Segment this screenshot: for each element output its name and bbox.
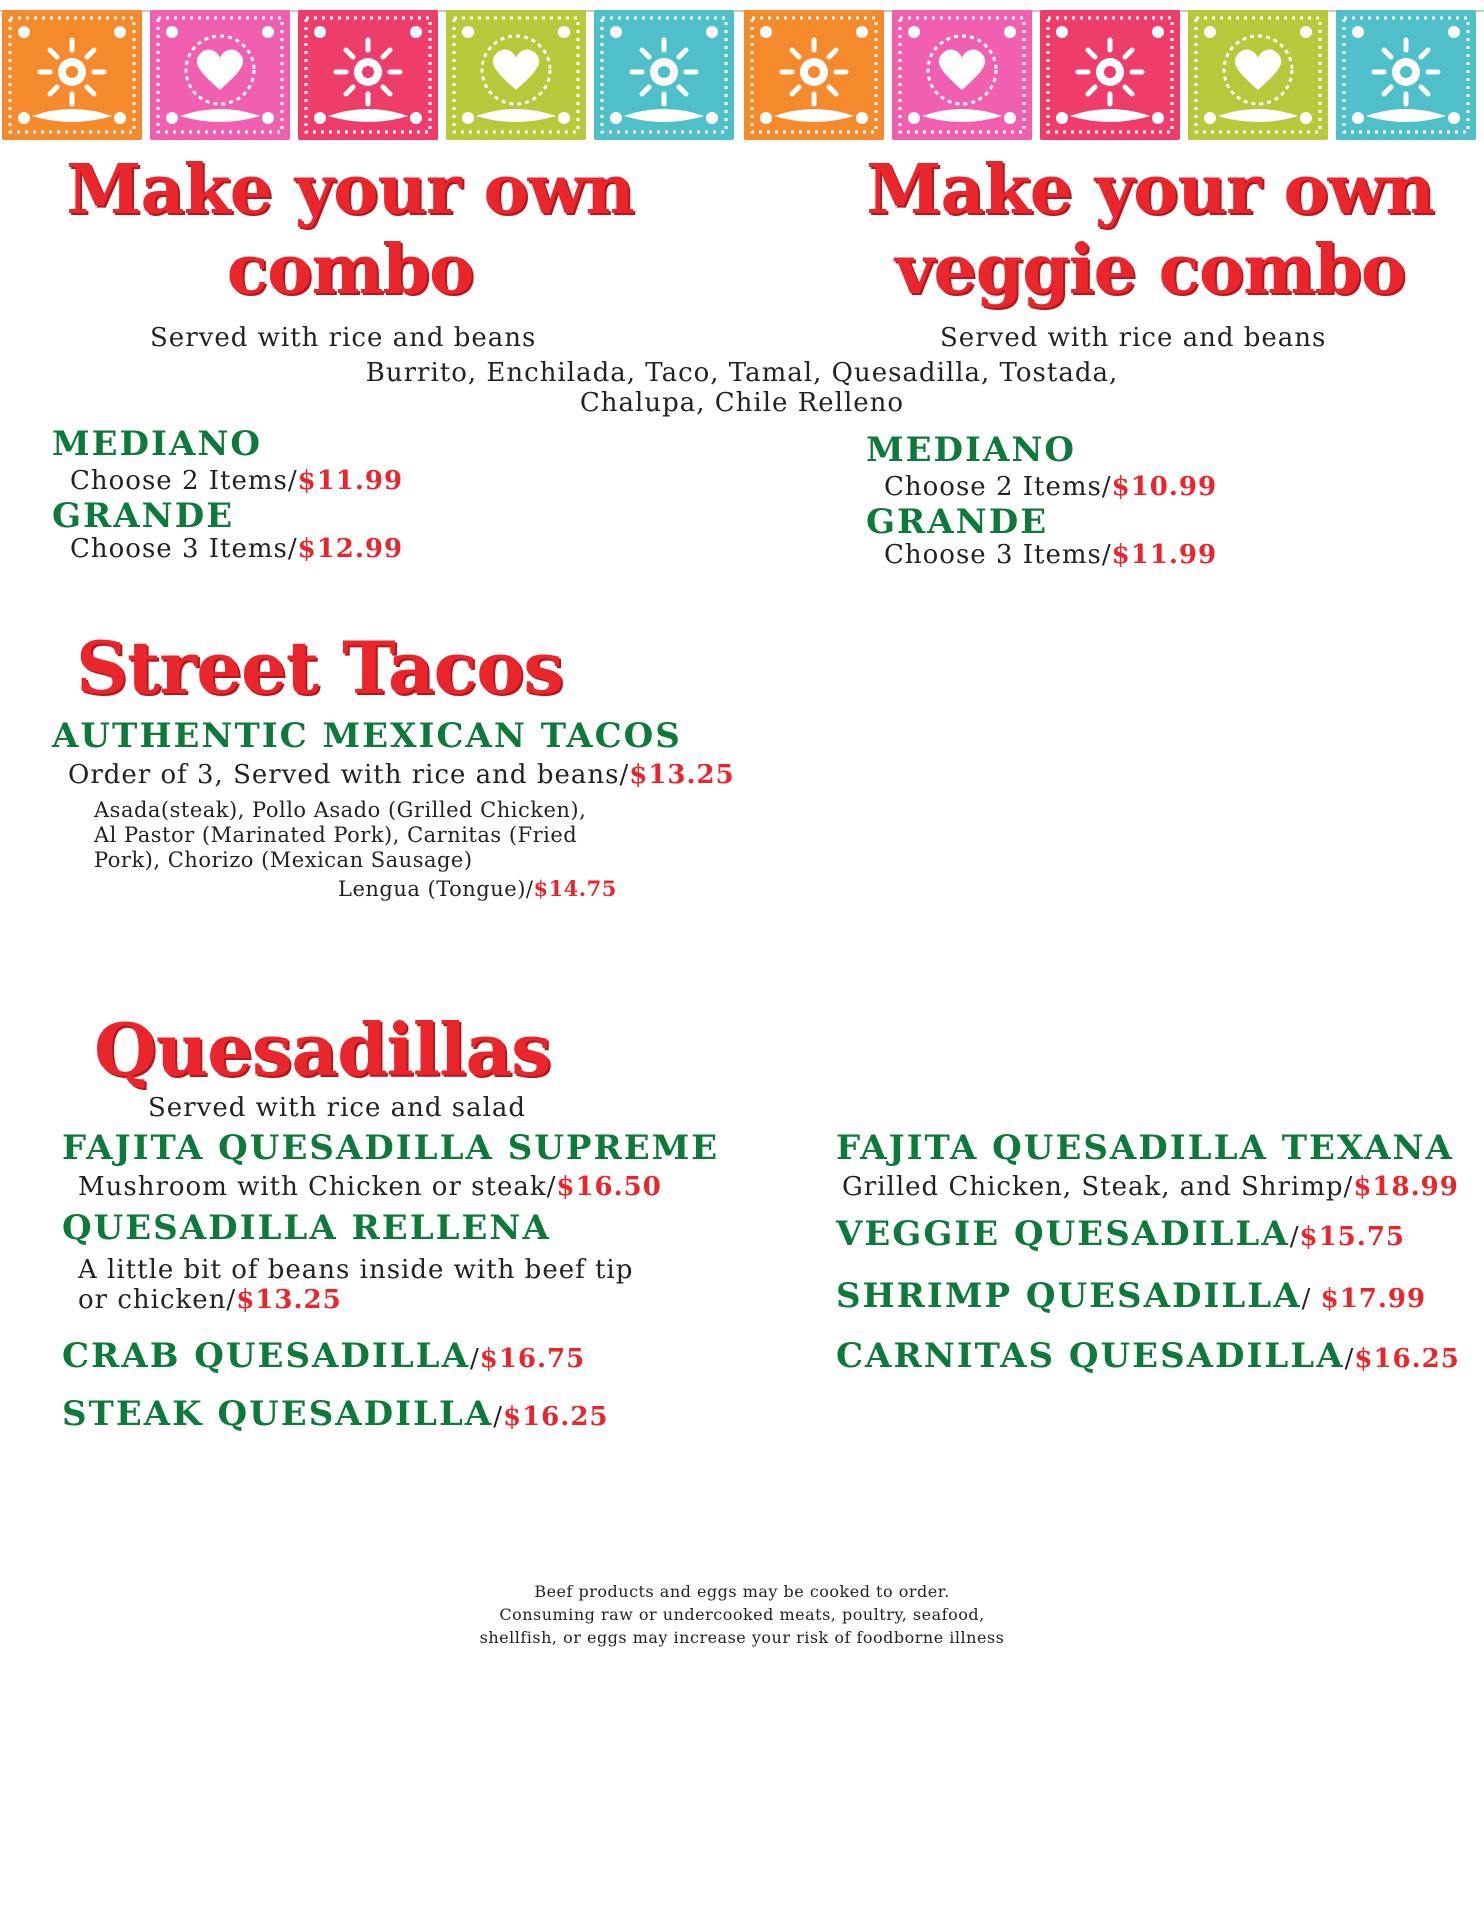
combo-grande-price: $12.99 <box>297 534 404 564</box>
crab-line: CRAB QUESADILLA/$16.75 <box>62 1336 586 1376</box>
street-tacos-meats-line1: Asada(steak), Pollo Asado (Grilled Chicken), <box>94 798 587 822</box>
texana-line <box>842 1172 1459 1202</box>
supreme-price: $16.50 <box>556 1172 662 1202</box>
steak-line: STEAK QUESADILLA/$16.25 <box>62 1394 609 1434</box>
quesadillas-title: Quesadillas <box>94 1007 551 1092</box>
veggie-grande-line <box>884 540 1217 570</box>
veggie-combo-subtitle: Served with rice and beans <box>940 323 1327 353</box>
combo-subtitle: Served with rice and beans <box>150 323 537 353</box>
steak-price: $16.25 <box>503 1402 609 1432</box>
supreme-line <box>78 1172 662 1202</box>
veggie-grande-label: GRANDE <box>866 502 1049 542</box>
combo-mediano-desc: Choose 2 Items/ <box>70 466 298 496</box>
combo-grande-desc: Choose 3 Items/ <box>70 534 298 564</box>
veggie-grande-price: $11.99 <box>1111 540 1218 570</box>
papel-picado-flag <box>1040 10 1180 140</box>
carnitas-quesadilla-label: CARNITAS QUESADILLA <box>836 1336 1345 1376</box>
papel-picado-flag <box>892 10 1032 140</box>
quesadillas-subtitle: Served with rice and salad <box>148 1093 527 1123</box>
street-tacos-heading: AUTHENTIC MEXICAN TACOS <box>52 716 682 756</box>
veggie-mediano-label: MEDIANO <box>866 430 1077 470</box>
street-tacos-price: $13.25 <box>629 760 735 790</box>
texana-price: $18.99 <box>1353 1172 1459 1202</box>
papel-picado-flag <box>150 10 290 140</box>
papel-picado-flag <box>594 10 734 140</box>
veggie-grande-desc: Choose 3 Items/ <box>884 540 1112 570</box>
disclaimer-line1: Beef products and eggs may be cooked to order. <box>534 1582 950 1601</box>
papel-picado-flag <box>298 10 438 140</box>
street-tacos-title: Street Tacos <box>76 625 563 710</box>
supreme-label: FAJITA QUESADILLA SUPREME <box>62 1128 720 1168</box>
disclaimer-line3: shellfish, or eggs may increase your risk of foodborne illness <box>479 1628 1005 1647</box>
rellena-desc-line2: or chicken/ <box>78 1285 237 1315</box>
street-tacos-lengua: Lengua (Tongue)/ <box>338 877 534 901</box>
papel-picado-flag <box>744 10 884 140</box>
papel-picado-flag <box>1188 10 1328 140</box>
carnitas-quesadilla-line: CARNITAS QUESADILLA/$16.25 <box>836 1336 1460 1376</box>
steak-label: STEAK QUESADILLA <box>62 1394 494 1434</box>
veggie-mediano-price: $10.99 <box>1111 472 1218 502</box>
texana-label: FAJITA QUESADILLA TEXANA <box>836 1128 1454 1168</box>
papel-picado-flag <box>446 10 586 140</box>
carnitas-quesadilla-price: $16.25 <box>1354 1344 1460 1374</box>
rellena-price: $13.25 <box>236 1285 342 1315</box>
combo-title-line2: combo <box>226 230 474 310</box>
rellena-label: QUESADILLA RELLENA <box>62 1208 551 1248</box>
veggie-quesadilla-line: VEGGIE QUESADILLA/$15.75 <box>836 1214 1406 1254</box>
street-tacos-lengua-line <box>338 876 617 902</box>
shrimp-quesadilla-label: SHRIMP QUESADILLA <box>836 1276 1302 1316</box>
papel-picado-flag <box>2 10 142 140</box>
combo-mediano-label: MEDIANO <box>52 424 263 464</box>
street-tacos-meats-line3: Pork), Chorizo (Mexican Sausage) <box>94 848 473 872</box>
combo-options-line2: Chalupa, Chile Relleno <box>579 388 905 418</box>
rellena-line2 <box>78 1285 342 1315</box>
combo-mediano-line <box>70 466 403 496</box>
street-tacos-meats-line2: Al Pastor (Marinated Pork), Carnitas (Fried <box>94 823 578 847</box>
supreme-desc: Mushroom with Chicken or steak/ <box>78 1172 557 1202</box>
combo-title <box>40 150 660 310</box>
combo-grande-line <box>70 534 403 564</box>
shrimp-quesadilla-price: $17.99 <box>1320 1284 1427 1314</box>
crab-price: $16.75 <box>479 1344 586 1374</box>
veggie-quesadilla-price: $15.75 <box>1299 1222 1406 1252</box>
disclaimer <box>0 1580 1484 1649</box>
street-tacos-lengua-price: $14.75 <box>533 876 617 901</box>
veggie-quesadilla-label: VEGGIE QUESADILLA <box>836 1214 1290 1254</box>
street-tacos-line <box>68 760 735 790</box>
papel-picado-flag <box>1336 10 1476 140</box>
shrimp-quesadilla-line: SHRIMP QUESADILLA/ $17.99 <box>836 1276 1427 1316</box>
combo-grande-label: GRANDE <box>52 496 235 536</box>
combo-mediano-price: $11.99 <box>297 466 404 496</box>
texana-desc: Grilled Chicken, Steak, and Shrimp/ <box>842 1172 1354 1202</box>
disclaimer-line2: Consuming raw or undercooked meats, poultry, seafood, <box>499 1605 985 1624</box>
papel-picado-banner <box>0 0 1484 150</box>
combo-title-line1: Make your own <box>66 150 634 230</box>
veggie-combo-title-line1: Make your own <box>866 150 1434 230</box>
street-tacos-desc: Order of 3, Served with rice and beans/ <box>68 760 630 790</box>
veggie-combo-title <box>840 150 1460 310</box>
rellena-desc-line1: A little bit of beans inside with beef tip <box>78 1255 634 1285</box>
combo-options-line1: Burrito, Enchilada, Taco, Tamal, Quesadilla, Tostada, <box>365 358 1119 388</box>
crab-label: CRAB QUESADILLA <box>62 1336 470 1376</box>
veggie-mediano-desc: Choose 2 Items/ <box>884 472 1112 502</box>
veggie-combo-title-line2: veggie combo <box>894 230 1406 310</box>
veggie-mediano-line <box>884 472 1217 502</box>
